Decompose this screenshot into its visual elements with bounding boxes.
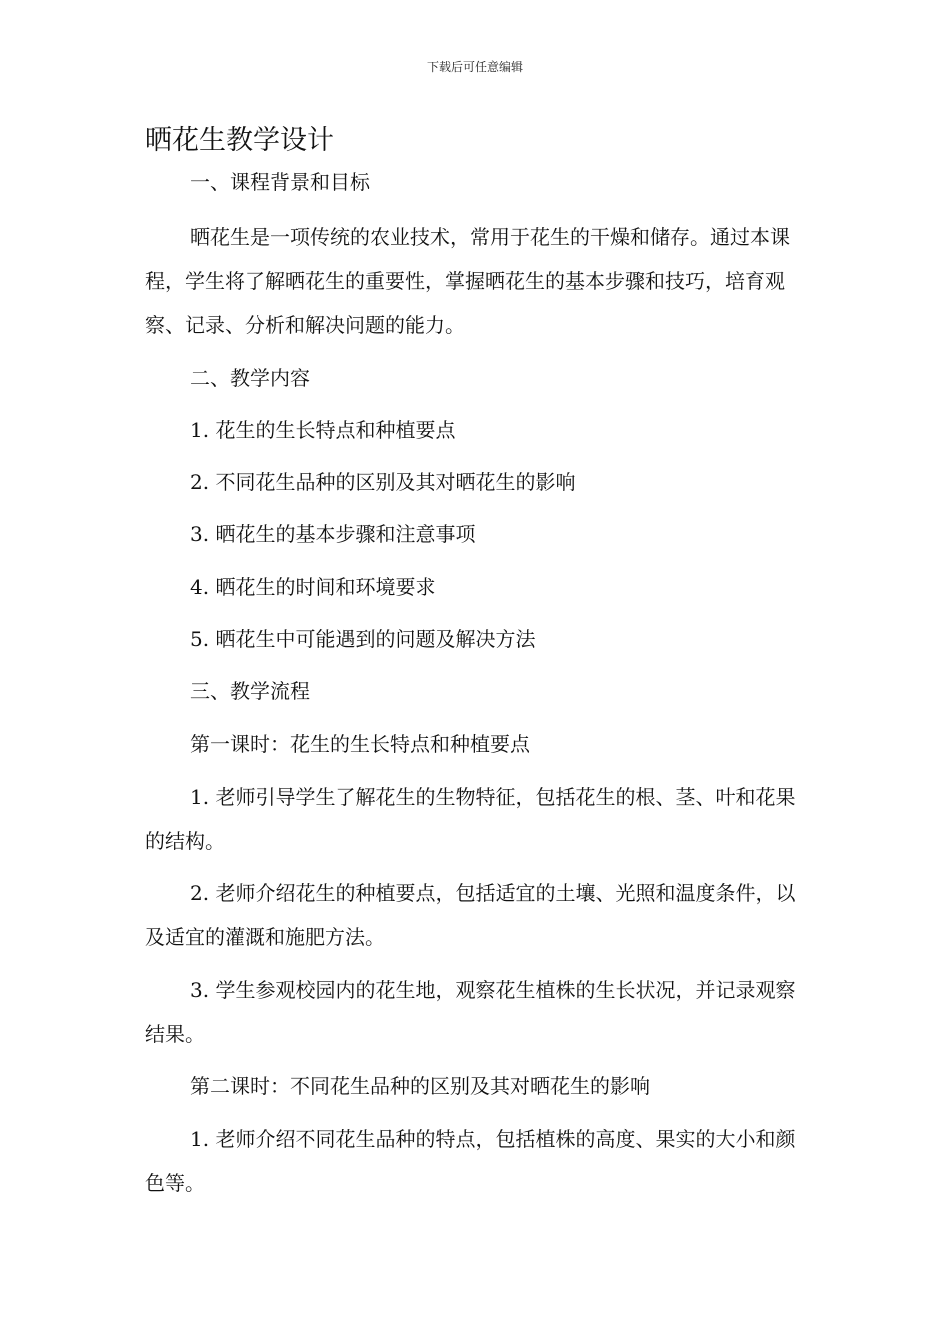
body-paragraph: 晒花生是一项传统的农业技术，常用于花生的干燥和储存。通过本课程，学生将了解晒花生的重要性，掌握晒花生的基本步骤和技巧，培育观察、记录、分析和解决问题的能力。 xyxy=(145,225,790,337)
list-item: 2. 不同花生品种的区别及其对晒花生的影响 xyxy=(190,470,576,494)
section-heading: 二、教学内容 xyxy=(190,366,310,390)
body-paragraph: 1. 老师引导学生了解花生的生物特征，包括花生的根、茎、叶和花果的结构。 xyxy=(145,785,796,853)
section-heading: 三、教学流程 xyxy=(190,679,310,703)
body-paragraph: 3. 学生参观校园内的花生地，观察花生植株的生长状况，并记录观察结果。 xyxy=(145,978,796,1046)
page-header: 下载后可任意编辑 xyxy=(426,60,523,74)
body-paragraph: 1. 老师介绍不同花生品种的特点，包括植株的高度、果实的大小和颜色等。 xyxy=(145,1127,796,1195)
lesson-heading: 第二课时：不同花生品种的区别及其对晒花生的影响 xyxy=(190,1074,650,1098)
body-paragraph: 2. 老师介绍花生的种植要点，包括适宜的土壤、光照和温度条件，以及适宜的灌溉和施肥方法。 xyxy=(145,881,796,949)
document-title: 晒花生教学设计 xyxy=(145,125,334,156)
list-item: 5. 晒花生中可能遇到的问题及解决方法 xyxy=(190,627,536,651)
lesson-heading: 第一课时：花生的生长特点和种植要点 xyxy=(190,732,530,756)
section-heading: 一、课程背景和目标 xyxy=(190,170,370,194)
list-item: 3. 晒花生的基本步骤和注意事项 xyxy=(190,522,476,546)
list-item: 1. 花生的生长特点和种植要点 xyxy=(190,418,456,442)
list-item: 4. 晒花生的时间和环境要求 xyxy=(190,575,436,599)
